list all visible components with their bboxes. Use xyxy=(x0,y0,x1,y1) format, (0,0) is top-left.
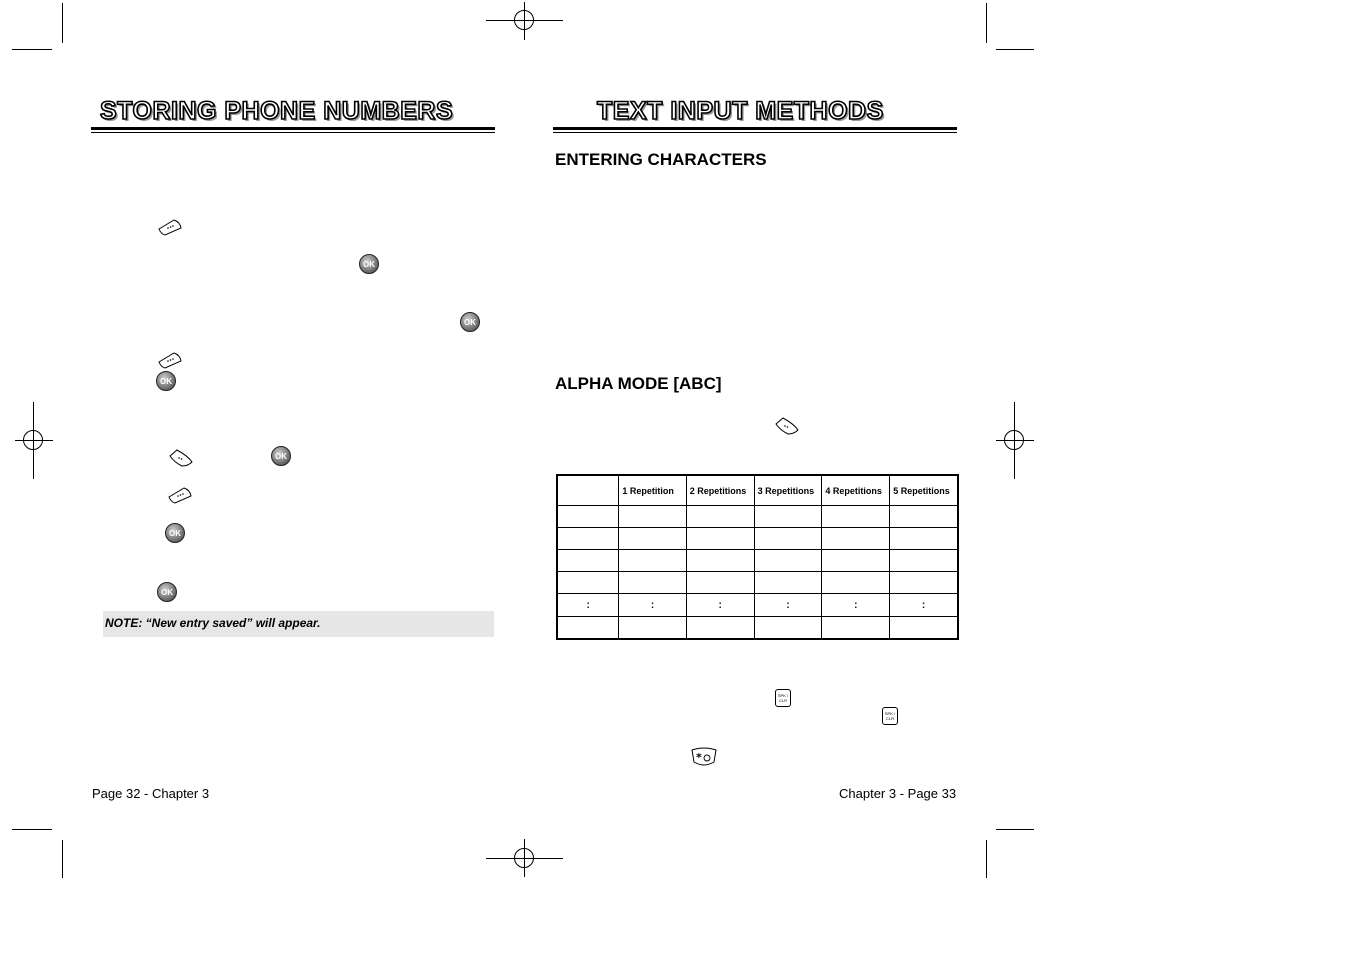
title-rule xyxy=(91,132,495,133)
table-cell: : xyxy=(686,594,754,617)
note-text: NOTE: “New entry saved” will appear. xyxy=(105,616,321,630)
ok-key-icon: OK xyxy=(359,254,379,274)
table-row xyxy=(557,594,958,617)
soft-key-right-icon xyxy=(168,448,194,468)
soft-key-right-icon xyxy=(774,416,800,436)
table-cell: : xyxy=(822,594,890,617)
page-footer-right: Chapter 3 - Page 33 xyxy=(839,786,957,801)
ok-key-icon: OK xyxy=(157,582,177,602)
table-header-cell: 2 Repetitions xyxy=(686,475,754,506)
crop-mark xyxy=(12,49,52,50)
soft-key-icon xyxy=(167,485,193,505)
section-heading-entering-characters: ENTERING CHARACTERS xyxy=(555,150,767,169)
table-row xyxy=(557,528,958,550)
page-footer-left: Page 32 - Chapter 3 xyxy=(92,786,210,801)
crop-mark xyxy=(62,3,63,43)
title-rule xyxy=(553,132,957,133)
crop-mark xyxy=(996,49,1034,50)
title-rule xyxy=(553,127,957,130)
crop-mark xyxy=(986,3,987,43)
section-heading-alpha-mode: ALPHA MODE [ABC] xyxy=(555,374,722,393)
table-header-cell xyxy=(557,475,619,506)
table-header-cell: 3 Repetitions xyxy=(754,475,822,506)
page-title-right: TEXT INPUT METHODS xyxy=(597,97,884,125)
ok-key-icon: OK xyxy=(460,312,480,332)
star-key-icon xyxy=(690,746,718,768)
star-key-label: * xyxy=(696,751,702,764)
table-row xyxy=(557,617,958,640)
clear-key-icon: SPK / CLR xyxy=(775,689,791,707)
crop-mark xyxy=(12,829,52,830)
table-row xyxy=(557,550,958,572)
table-header-cell: 1 Repetition xyxy=(619,475,686,506)
table-header-cell: 4 Repetitions xyxy=(822,475,890,506)
note-box xyxy=(103,611,494,637)
table-cell: : xyxy=(557,594,619,617)
ok-key-icon: OK xyxy=(156,371,176,391)
crop-mark xyxy=(62,840,63,878)
table-cell: : xyxy=(619,594,686,617)
ok-key-icon: OK xyxy=(271,446,291,466)
clear-key-icon: SPK / CLR xyxy=(882,707,898,725)
table-cell: : xyxy=(754,594,822,617)
table-row xyxy=(557,506,958,528)
table-header-cell: 5 Repetitions xyxy=(890,475,958,506)
title-rule xyxy=(91,127,495,130)
crop-mark xyxy=(996,829,1034,830)
soft-key-icon xyxy=(157,217,183,237)
ok-key-icon: OK xyxy=(165,523,185,543)
page-title-left: STORING PHONE NUMBERS xyxy=(100,97,454,125)
soft-key-icon xyxy=(157,350,183,370)
table-row xyxy=(557,572,958,594)
table-cell: : xyxy=(890,594,958,617)
repetition-table xyxy=(556,474,959,640)
table-header-row xyxy=(557,475,958,506)
crop-mark xyxy=(986,840,987,878)
